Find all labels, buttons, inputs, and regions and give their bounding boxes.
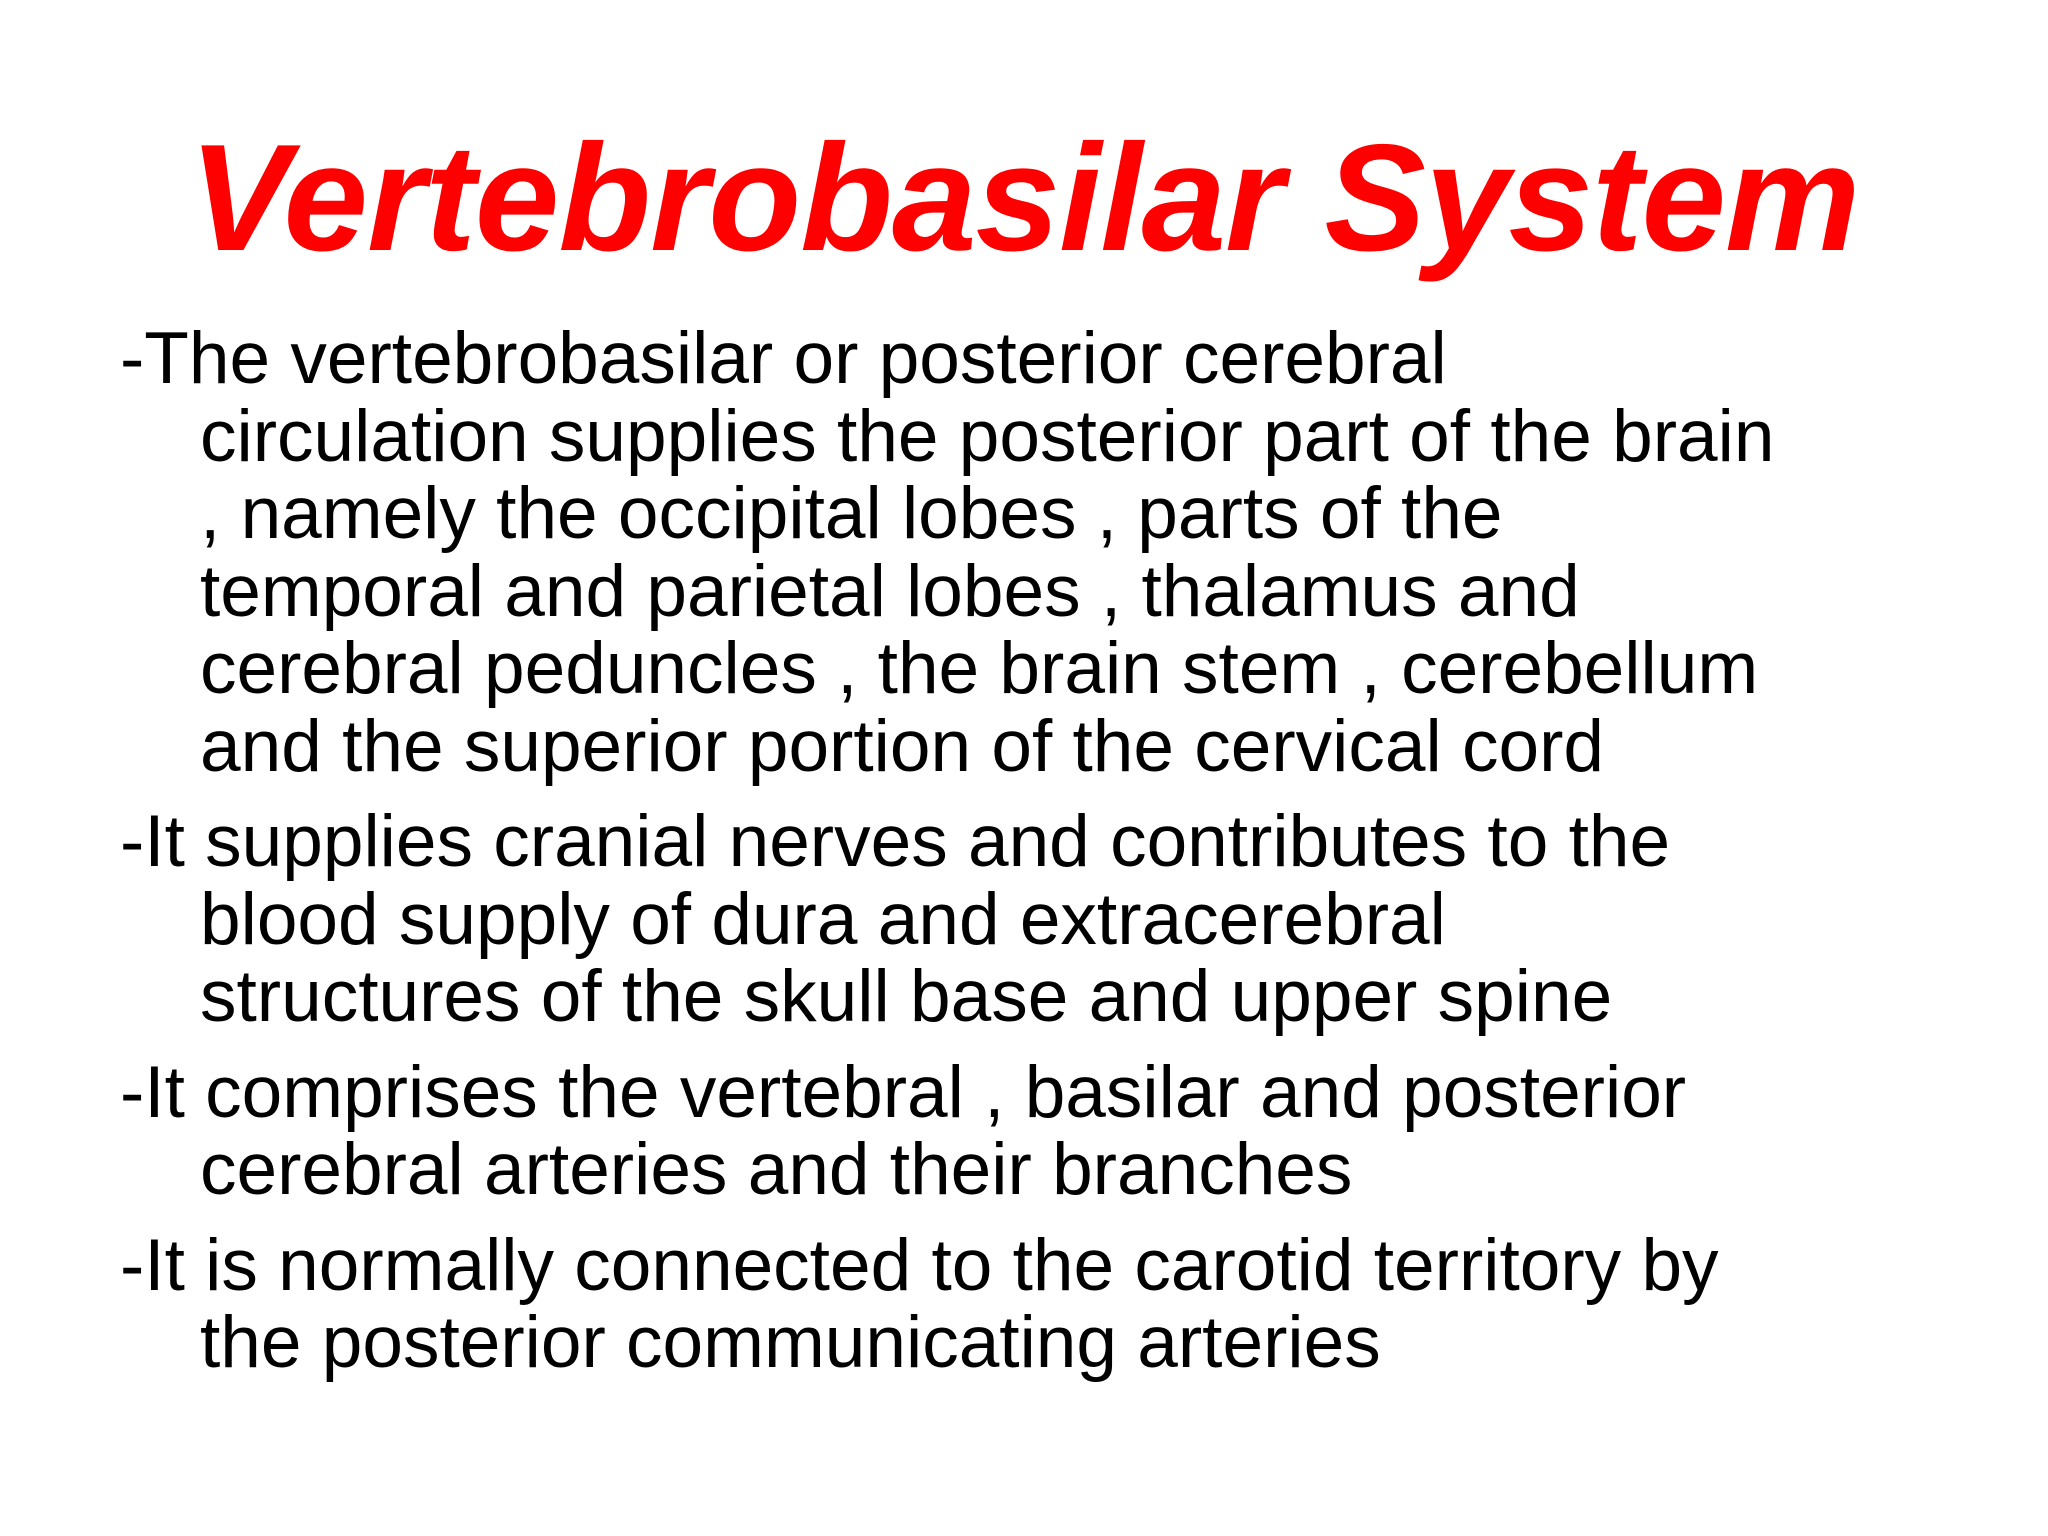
bullet-line: blood supply of dura and extracerebral (200, 878, 1446, 960)
bullet-line: circulation supplies the posterior part of the brain (200, 395, 1775, 477)
bullet-line: the posterior communicating arteries (200, 1302, 1381, 1383)
bullet-line: -It supplies cranial nerves and contributes to the (120, 801, 1671, 882)
bullet-list (120, 320, 2020, 1400)
bullet-line: cerebral arteries and their branches (200, 1129, 1353, 1210)
bullet-line: and the superior portion of the cervical cord (200, 705, 1605, 787)
bullet-line: , namely the occipital lobes , parts of the (200, 473, 1503, 554)
bullet-line: structures of the skull base and upper spine (200, 956, 1613, 1037)
slide-title: Vertebrobasilar System (188, 113, 1860, 283)
bullet-line: -It comprises the vertebral , basilar and posterior (120, 1051, 1687, 1133)
bullet-line: -It is normally connected to the carotid territory by (120, 1224, 1719, 1306)
bullet-item-3 (120, 1051, 2020, 1210)
bullet-item-4 (120, 1224, 2020, 1383)
bullet-item-1 (120, 320, 2020, 785)
bullet-line: cerebral peduncles , the brain stem , cerebellum (200, 628, 1759, 709)
bullet-line: temporal and parietal lobes , thalamus and (200, 550, 1580, 632)
bullet-line: -The vertebrobasilar or posterior cerebral (120, 318, 1447, 399)
bullet-item-2 (120, 803, 2020, 1036)
